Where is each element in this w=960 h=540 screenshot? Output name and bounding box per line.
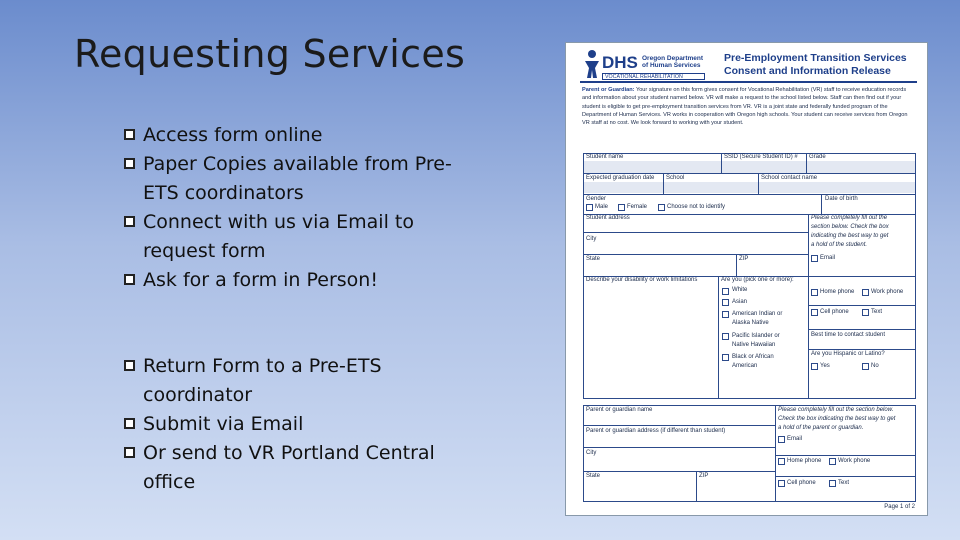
bullet-item: Or send to VR Portland Central office (124, 439, 474, 497)
field-parent-name: Parent or guardian name (586, 407, 653, 413)
consent-text: Parent or Guardian: Your signature on this form gives consent for Vocational Rehabilitation (VR) staff to receive education records and information about your student named below. VR will make a request to the school listed below. Staff can then find out if your student is eligible to get pre-employment transition services from VR. VR is a joint state and federally funded program of the Department of Human Services. VR works in cooperation with Oregon high schools. Your student can receive services from Oregon VR staff at no cost. We look forward to working with your student. (582, 87, 908, 127)
student-home-phone-checkbox (811, 289, 818, 296)
female-checkbox (618, 204, 625, 211)
logo-line1: Oregon Department (642, 55, 704, 62)
field-school: School (666, 175, 685, 181)
bullet-item: Submit via Email (124, 410, 474, 439)
parent-cell-phone-checkbox (778, 480, 785, 487)
field-student-address: Student address (586, 215, 630, 221)
page-number: Page 1 of 2 (884, 504, 915, 510)
student-cell-phone-checkbox (811, 309, 818, 316)
checkbox-bullet-icon (124, 158, 135, 169)
slide-title: Requesting Services (74, 32, 466, 76)
field-grade: Grade (809, 154, 826, 160)
checkbox-bullet-icon (124, 129, 135, 140)
bullet-item: Paper Copies available from Pre- ETS coordinators (124, 150, 474, 208)
field-grad-date: Expected graduation date (586, 175, 655, 181)
student-text-checkbox (862, 309, 869, 316)
bullet-item: Return Form to a Pre-ETS coordinator (124, 352, 474, 410)
student-work-phone-checkbox (862, 289, 869, 296)
form-title: Pre-Employment Transition Services Consent and Information Release (724, 52, 907, 77)
field-parent-state: State (586, 473, 601, 479)
parent-text-checkbox (829, 480, 836, 487)
male-checkbox (586, 204, 593, 211)
logo-dhs-text: DHS (602, 53, 638, 72)
parent-home-phone-checkbox (778, 458, 785, 465)
field-parent-city: City (586, 450, 597, 456)
field-disability: Describe your disability or work limitations (586, 277, 698, 283)
race-white-checkbox (722, 288, 729, 295)
bullet-list-request (124, 121, 474, 295)
field-dob: Date of birth (825, 196, 858, 202)
race-header: Are you (pick one or more): (721, 277, 794, 283)
bullet-item: Ask for a form in Person! (124, 266, 474, 295)
field-ssid: SSID (Secure Student ID) # (724, 154, 798, 160)
bullet-item: Access form online (124, 121, 474, 150)
race-black-checkbox (722, 354, 729, 361)
person-logo-icon (582, 49, 602, 79)
field-best-time: Best time to contact student (811, 332, 886, 338)
hispanic-no-checkbox (862, 363, 869, 370)
field-city: City (586, 236, 597, 242)
checkbox-bullet-icon (124, 447, 135, 458)
header-rule (580, 81, 917, 83)
field-hispanic: Are you Hispanic or Latino? (811, 351, 885, 357)
hispanic-yes-checkbox (811, 363, 818, 370)
checkbox-bullet-icon (124, 216, 135, 227)
checkbox-bullet-icon (124, 274, 135, 285)
logo-division: VOCATIONAL REHABILITATION (602, 73, 705, 80)
no-identify-checkbox (658, 204, 665, 211)
parent-work-phone-checkbox (829, 458, 836, 465)
student-email-checkbox (811, 255, 818, 262)
field-state: State (586, 256, 601, 262)
field-parent-address: Parent or guardian address (if different than student) (586, 428, 726, 434)
logo-line2: of Human Services (642, 62, 701, 69)
field-gender: Gender (586, 196, 607, 202)
dhs-logo (582, 47, 706, 81)
consent-form-image: DHS Oregon Department of Human Services VOCATIONAL REHABILITATION Pre-Employment Transition Services Consent and Information Release Parent or Guardian: Your signature on this form gives consent for Vocational Rehabilitation (VR) staff to receive education records and information about your student named below. VR will make a request to the school listed below. Staff can then find out if your student is eligible to get pre-employment transition services from VR. VR is a joint state and federally funded program of the Department of Human Services. VR works in cooperation with Oregon high schools. Your student can receive services from Oregon VR staff at no cost. We look forward to working with your student. Student name SSID (Secure Student ID) # Grade Expected graduation date School School contact name Gender Male Female Choose not to identify Date of birth Student address City State ZIP Please completely fill out the section below. Check the box indicating the best way to get a hold of the student. Email Describe your disability or work limitations Are you (pick one or more): White Asian American Indian or Alaska Native Pacific Islander or Native Hawaiian Black or African American Home phone Work phone Cell phone Text Best time to contact student Are you Hispanic or Latino? Yes No Parent or guardian name Parent or guardian address (if different than student) City State ZIP Please completely fill out the section below. Check the box indicating the best way to get a hold of the parent or guardian. Email Home phone Work phone Cell phone Text Page 1 of 2 (565, 42, 928, 516)
field-student-name: Student name (586, 154, 624, 160)
parent-email-checkbox (778, 436, 785, 443)
race-asian-checkbox (722, 299, 729, 306)
field-zip: ZIP (739, 256, 749, 262)
field-school-contact: School contact name (761, 175, 818, 181)
bullet-list-return (124, 352, 474, 497)
race-pacific-checkbox (722, 333, 729, 340)
field-parent-zip: ZIP (699, 473, 709, 479)
checkbox-bullet-icon (124, 360, 135, 371)
checkbox-bullet-icon (124, 418, 135, 429)
race-native-checkbox (722, 311, 729, 318)
bullet-item: Connect with us via Email to request form (124, 208, 474, 266)
